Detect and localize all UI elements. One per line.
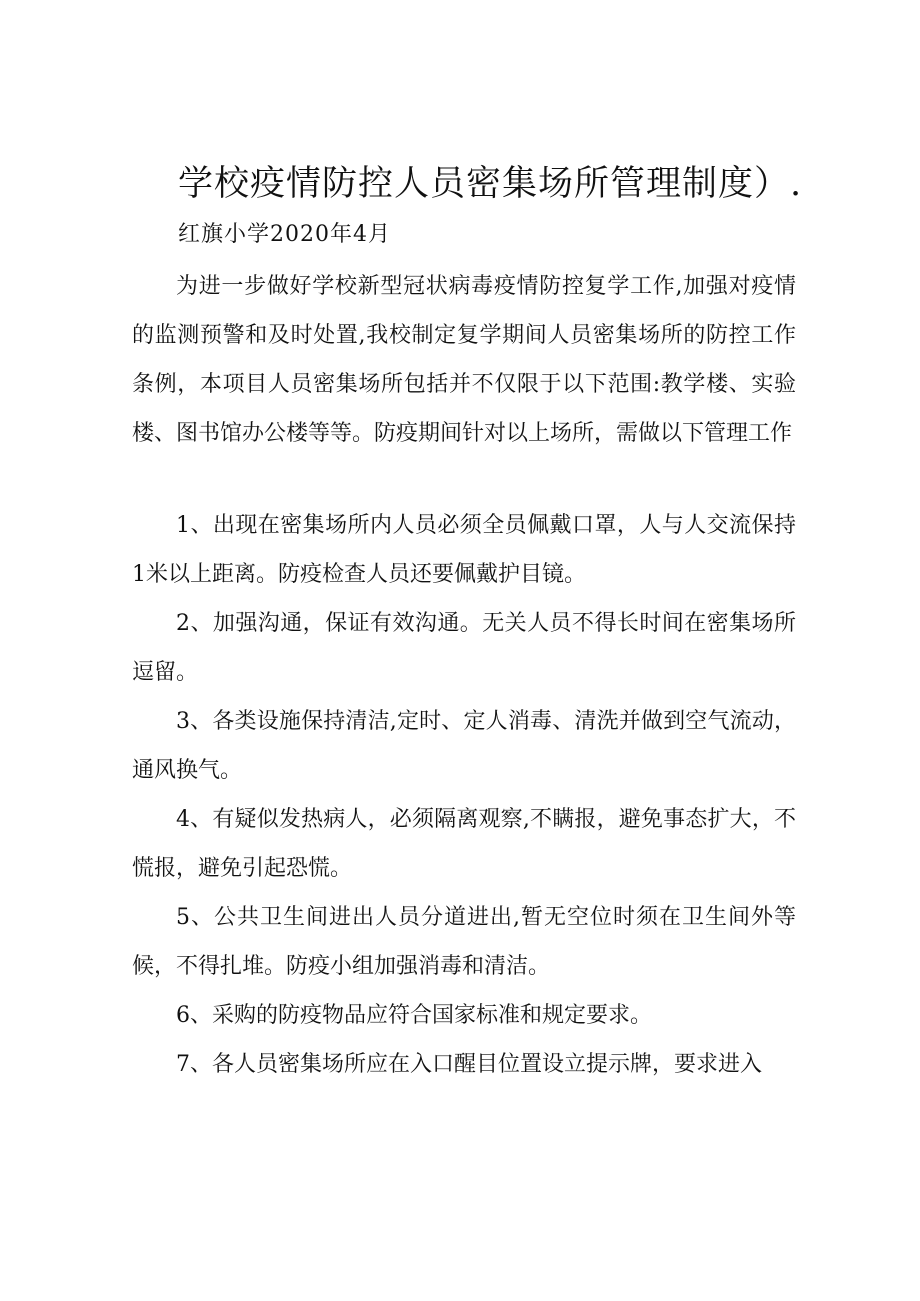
- document-title: 学校疫情防控人员密集场所管理制度）.: [178, 164, 803, 204]
- rule-item-6: 6、采购的防疫物品应符合国家标准和规定要求。: [176, 1003, 652, 1028]
- intro-paragraph: 为进一步做好学校新型冠状病毒疫情防控复学工作,加强对疫情的监测预警和及时处置,我校制定复学期间人员密集场所的防控工作条例，本项目人员密集场所包括并不仅限于以下范围:教学楼、实验楼、图书馆办公楼等等。防疫期间针对以上场所，需做以下管理工作: [132, 274, 796, 446]
- rule-item-5: 5、公共卫生间进出人员分道进出,暂无空位时须在卫生间外等候，不得扎堆。防疫小组加强消毒和清洁。: [132, 905, 796, 979]
- rule-item-2: 2、加强沟通，保证有效沟通。无关人员不得长时间在密集场所逗留。: [132, 611, 796, 685]
- rule-item-7: 7、各人员密集场所应在入口醒目位置设立提示牌，要求进入: [176, 1052, 762, 1077]
- rule-item-1: 1、出现在密集场所内人员必须全员佩戴口罩，人与人交流保持1米以上距离。防疫检查人员还要佩戴护目镜。: [132, 513, 796, 587]
- rule-item-4: 4、有疑似发热病人，必须隔离观察,不瞒报，避免事态扩大，不慌报，避免引起恐慌。: [132, 807, 796, 881]
- document-subtitle: 红旗小学2020年4月: [178, 222, 391, 247]
- rule-item-3: 3、各类设施保持清洁,定时、定人消毒、清洗并做到空气流动，通风换气。: [132, 709, 796, 783]
